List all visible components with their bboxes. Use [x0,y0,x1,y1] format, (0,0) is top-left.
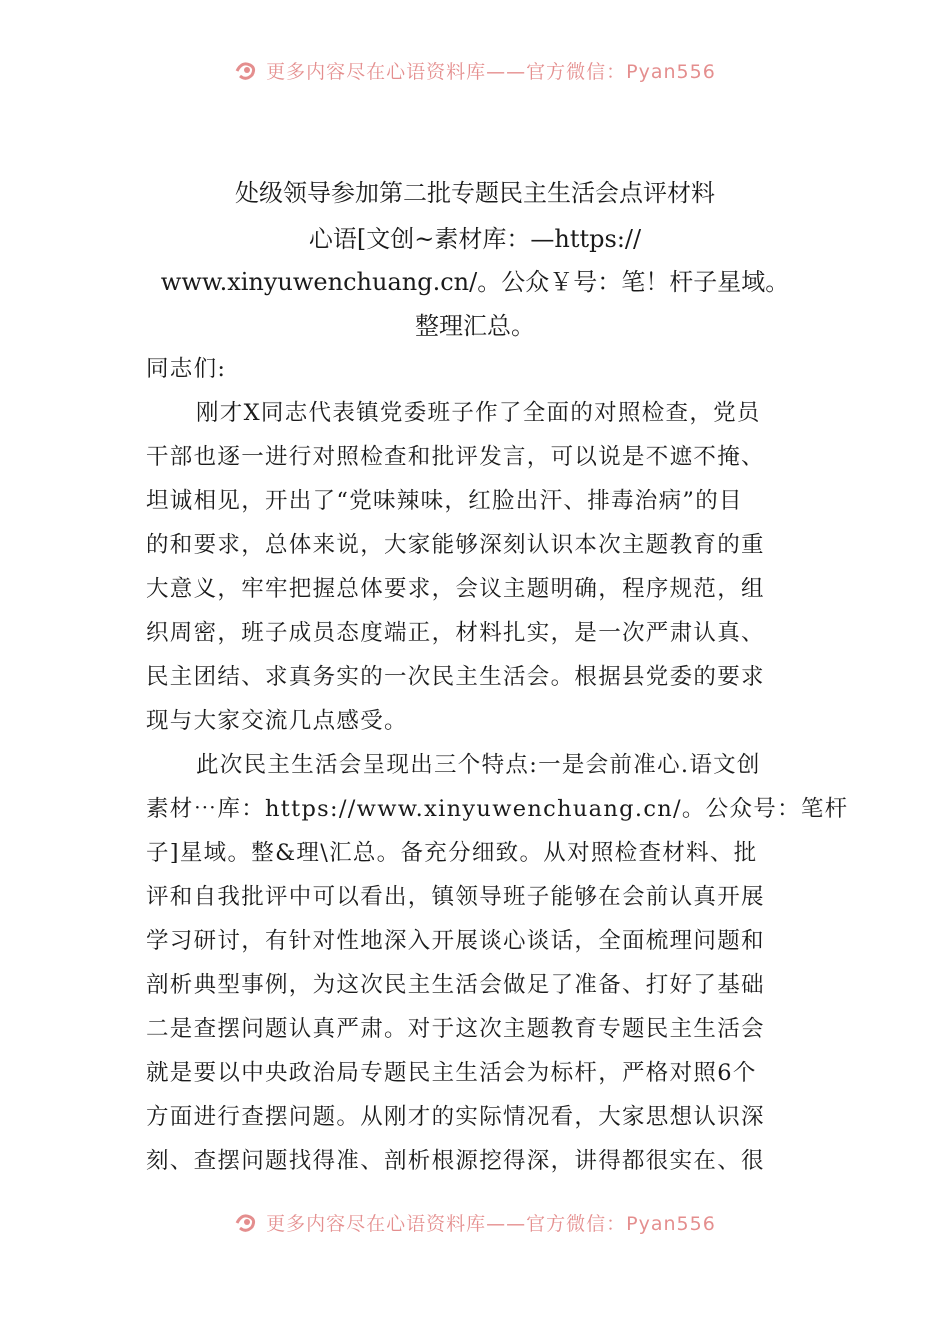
salutation: 同志们: [146,356,227,382]
watermark-banner-top [0,50,950,90]
paragraph-line: 织周密，班子成员态度端正，材料扎实，是一次严肃认真、 [146,620,765,646]
paragraph-line: 现与大家交流几点感受。 [146,708,408,734]
paragraph-line: 的和要求，总体来说，大家能够深刻认识本次主题教育的重 [146,532,765,558]
paragraph-line: 民主团结、求真务实的一次民主生活会。根据县党委的要求 [146,664,765,690]
paragraph-line: 评和自我批评中可以看出，镇领导班子能够在会前认真开展 [146,884,765,910]
paragraph-line: 此次民主生活会呈现出三个特点:一是会前准心.语文创 [196,752,761,778]
subtitle-line: 整理汇总。 [415,312,535,340]
paragraph-line: 方面进行查摆问题。从刚才的实际情况看，大家思想认识深 [146,1104,765,1130]
watermark-logo-icon [234,59,260,81]
paragraph-line: 剖析典型事例，为这次民主生活会做足了准备、打好了基础 [146,972,765,998]
paragraph-line: 素材⋯库：https://www.xinyuwenchuang.cn/。公众号：笔杆 [146,796,849,822]
paragraph-line: 子]星域。整&理\汇总。备充分细致。从对照检查材料、批 [146,840,758,866]
paragraph-line: 学习研讨，有针对性地深入开展谈心谈话，全面梳理问题和 [146,928,765,954]
subtitle-line: www.xinyuwenchuang.cn/。公众￥号：笔！杆子星域。 [160,268,790,296]
document-title: 处级领导参加第二批专题民主生活会点评材料 [235,179,715,207]
subtitle-line: 心语[文创~素材库：—https:// [308,225,642,253]
paragraph-line: 刚才X同志代表镇党委班子作了全面的对照检查，党员 [196,400,761,426]
watermark-text: 更多内容尽在心语资料库——官方微信：Pyan556 [266,60,716,83]
paragraph-line: 坦诚相见，开出了“党味辣味，红脸出汗、排毒治病”的目 [146,488,743,514]
watermark-logo-icon [234,1211,260,1233]
paragraph-line: 大意义，牢牢把握总体要求，会议主题明确，程序规范，组 [146,576,765,602]
watermark-banner-bottom [0,1202,950,1242]
paragraph-line: 刻、查摆问题找得准、剖析根源挖得深，讲得都很实在、很 [146,1148,765,1174]
paragraph-line: 干部也逐一进行对照检查和批评发言，可以说是不遮不掩、 [146,444,765,470]
paragraph-line: 二是查摆问题认真严肃。对于这次主题教育专题民主生活会 [146,1016,765,1042]
watermark-text: 更多内容尽在心语资料库——官方微信：Pyan556 [266,1212,716,1235]
paragraph-line: 就是要以中央政治局专题民主生活会为标杆，严格对照6个 [146,1060,757,1086]
